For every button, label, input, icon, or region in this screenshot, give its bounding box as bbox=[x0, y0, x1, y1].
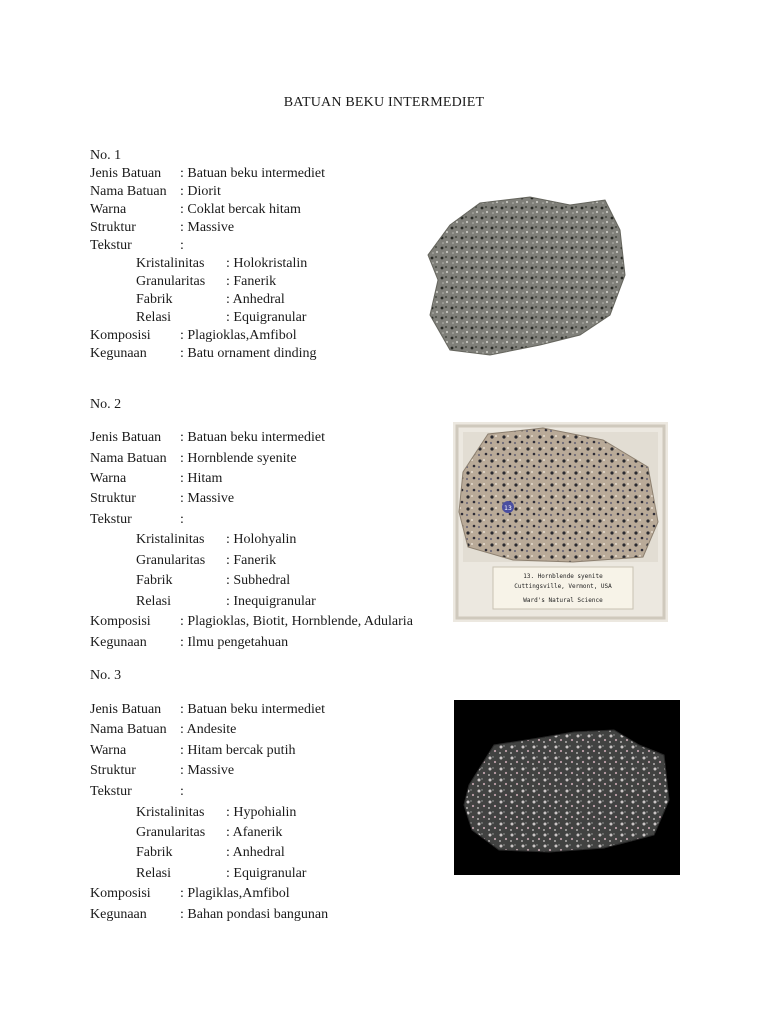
field-value: : Massive bbox=[180, 491, 235, 506]
field-label: Komposisi bbox=[90, 886, 151, 901]
texture-label: Granularitas bbox=[136, 553, 206, 568]
texture-label: Relasi bbox=[136, 310, 171, 325]
field-value: : bbox=[180, 512, 184, 527]
field-value: : Massive bbox=[180, 220, 235, 235]
hornblende-syenite-photo bbox=[453, 422, 668, 622]
section-number: No. 3 bbox=[90, 668, 122, 683]
field-value: : Plagioklas, Biotit, Hornblende, Adularia bbox=[180, 614, 413, 629]
field-value: : Batuan beku intermediet bbox=[180, 166, 326, 181]
texture-label: Fabrik bbox=[136, 845, 173, 860]
field-label: Kegunaan bbox=[90, 346, 147, 361]
field-label: Tekstur bbox=[90, 512, 132, 527]
field-label: Warna bbox=[90, 743, 127, 758]
field-value: : bbox=[180, 784, 184, 799]
andesite-photo bbox=[454, 700, 680, 875]
field-label: Jenis Batuan bbox=[90, 702, 162, 717]
texture-label: Kristalinitas bbox=[136, 532, 205, 547]
field-label: Struktur bbox=[90, 763, 136, 778]
field-value: : Hornblende syenite bbox=[180, 451, 297, 466]
field-value: : Coklat bercak hitam bbox=[180, 202, 301, 217]
texture-label: Kristalinitas bbox=[136, 256, 205, 271]
field-value: : bbox=[180, 238, 184, 253]
document-title: BATUAN BEKU INTERMEDIET bbox=[283, 95, 485, 110]
texture-value: : Afanerik bbox=[226, 825, 283, 840]
field-value: : Batuan beku intermediet bbox=[180, 702, 326, 717]
field-label: Kegunaan bbox=[90, 635, 147, 650]
field-value: : Hitam bbox=[180, 471, 223, 486]
texture-label: Fabrik bbox=[136, 292, 173, 307]
field-label: Tekstur bbox=[90, 784, 132, 799]
field-value: : Bahan pondasi bangunan bbox=[180, 907, 329, 922]
field-value: : Batuan beku intermediet bbox=[180, 430, 326, 445]
field-label: Jenis Batuan bbox=[90, 166, 162, 181]
field-label: Warna bbox=[90, 202, 127, 217]
texture-value: : Hypohialin bbox=[226, 805, 297, 820]
diorite-photo bbox=[420, 185, 630, 365]
field-label: Tekstur bbox=[90, 238, 132, 253]
field-label: Struktur bbox=[90, 491, 136, 506]
specimen-tag: 13 bbox=[504, 505, 512, 512]
texture-value: : Fanerik bbox=[226, 553, 277, 568]
label-card-line2: Cuttingsville, Vermont, USA bbox=[514, 583, 612, 590]
field-value: : Batu ornament dinding bbox=[180, 346, 317, 361]
field-value: : Hitam bercak putih bbox=[180, 743, 296, 758]
texture-value: : Holokristalin bbox=[226, 256, 308, 271]
field-value: : Diorit bbox=[180, 184, 221, 199]
texture-value: : Holohyalin bbox=[226, 532, 297, 547]
texture-value: : Fanerik bbox=[226, 274, 277, 289]
texture-value: : Subhedral bbox=[226, 573, 291, 588]
field-label: Warna bbox=[90, 471, 127, 486]
section-number: No. 1 bbox=[90, 148, 122, 163]
label-card-line3: Ward's Natural Science bbox=[523, 597, 603, 604]
texture-value: : Anhedral bbox=[226, 292, 285, 307]
field-value: : Andesite bbox=[180, 722, 237, 737]
texture-label: Granularitas bbox=[136, 274, 206, 289]
field-value: : Massive bbox=[180, 763, 235, 778]
texture-label: Relasi bbox=[136, 594, 171, 609]
texture-label: Relasi bbox=[136, 866, 171, 881]
field-label: Nama Batuan bbox=[90, 451, 167, 466]
texture-value: : Anhedral bbox=[226, 845, 285, 860]
section-number: No. 2 bbox=[90, 397, 122, 412]
field-label: Komposisi bbox=[90, 614, 151, 629]
texture-label: Kristalinitas bbox=[136, 805, 205, 820]
field-label: Nama Batuan bbox=[90, 722, 167, 737]
texture-value: : Equigranular bbox=[226, 866, 307, 881]
field-label: Nama Batuan bbox=[90, 184, 167, 199]
texture-label: Fabrik bbox=[136, 573, 173, 588]
field-label: Struktur bbox=[90, 220, 136, 235]
field-label: Komposisi bbox=[90, 328, 151, 343]
texture-value: : Inequigranular bbox=[226, 594, 316, 609]
texture-label: Granularitas bbox=[136, 825, 206, 840]
field-label: Jenis Batuan bbox=[90, 430, 162, 445]
field-value: : Ilmu pengetahuan bbox=[180, 635, 289, 650]
label-card-line1: 13. Hornblende syenite bbox=[523, 573, 603, 580]
field-label: Kegunaan bbox=[90, 907, 147, 922]
field-value: : Plagioklas,Amfibol bbox=[180, 328, 297, 343]
field-value: : Plagiklas,Amfibol bbox=[180, 886, 290, 901]
texture-value: : Equigranular bbox=[226, 310, 307, 325]
